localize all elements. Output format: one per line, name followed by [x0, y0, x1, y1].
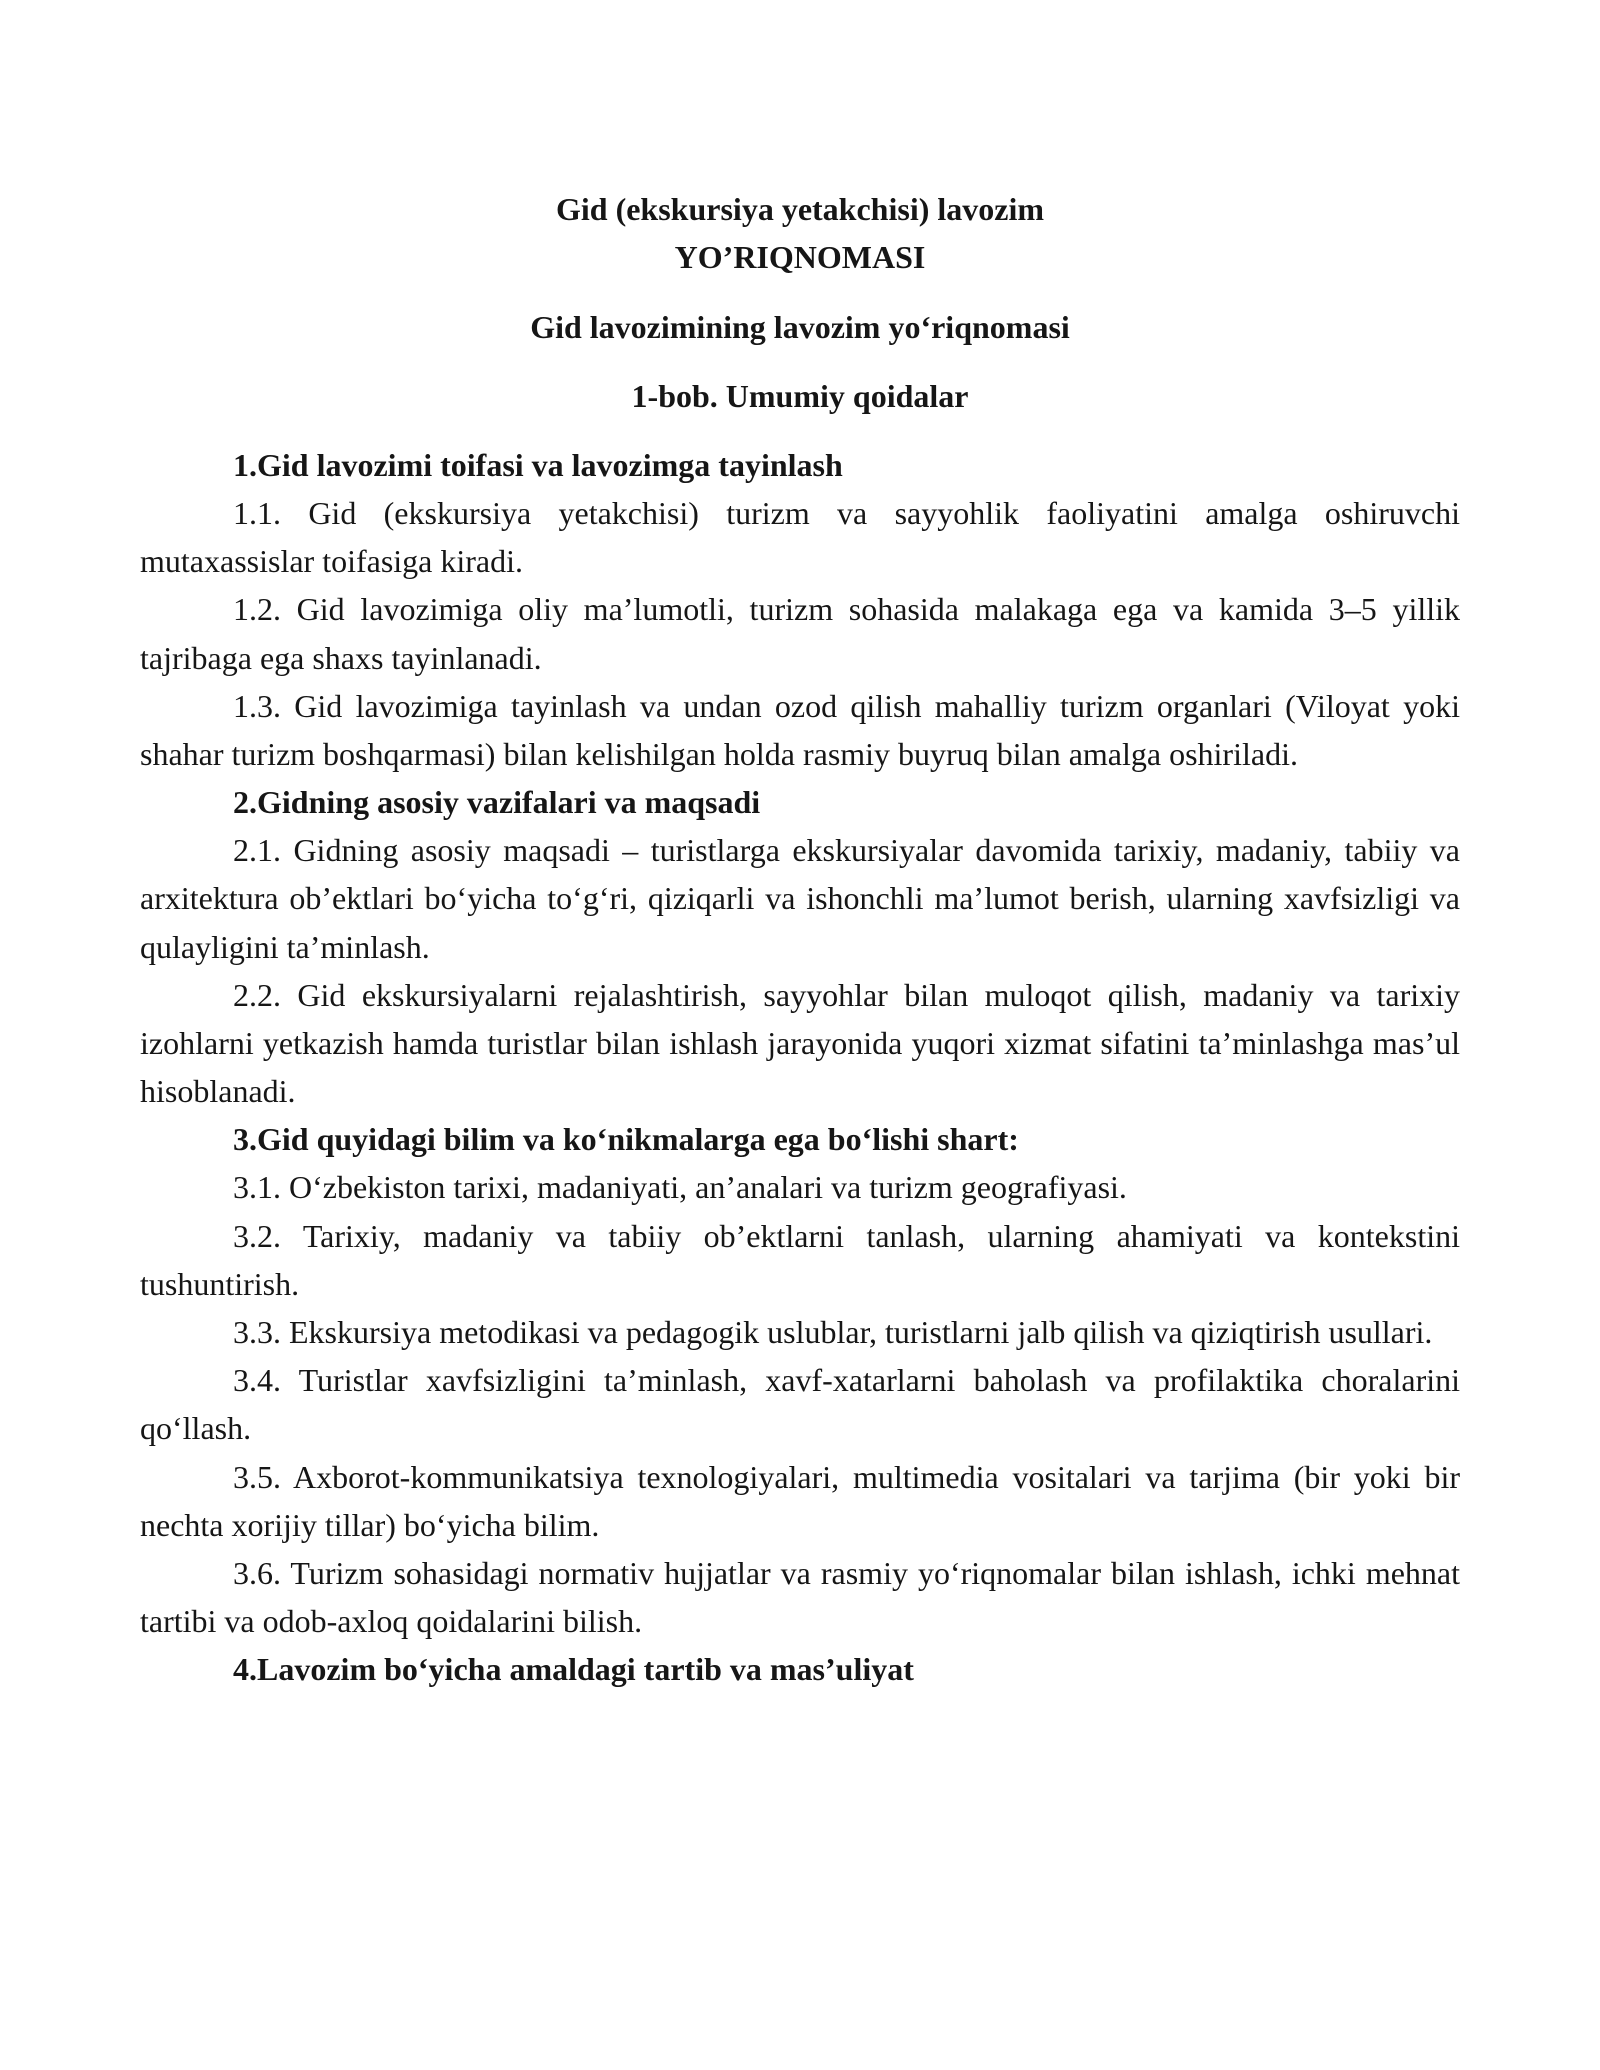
- section-heading-2: 2.Gidning asosiy vazifalari va maqsadi: [233, 784, 761, 821]
- paragraph-1-3: 1.3. Gid lavozimiga tayinlash va undan ozod qilish mahalliy turizm organlari (Viloyat yoki shahar turizm boshqarmasi) bilan kelishilgan holda rasmiy buyruq bilan amalga oshiriladi.: [140, 687, 1460, 773]
- paragraph-3-2: 3.2. Tarixiy, madaniy va tabiiy ob’ektlarni tanlash, ularning ahamiyati va kontekstini tushuntirish.: [140, 1217, 1460, 1302]
- paragraph-3-6: 3.6. Turizm sohasidagi normativ hujjatlar va rasmiy yo‘riqnomalar bilan ishlash, ichki mehnat tartibi va odob-axloq qoidalarini bilish.: [140, 1555, 1460, 1640]
- paragraph-3-5: 3.5. Axborot-kommunikatsiya texnologiyalari, multimedia vositalari va tarjima (bir yoki bir nechta xorijiy tillar) bo‘yicha bilim.: [140, 1458, 1460, 1543]
- paragraph-1-2: 1.2. Gid lavozimiga oliy ma’lumotli, turizm sohasida malakaga ega va kamida 3–5 yillik tajribaga ega shaxs tayinlanadi.: [140, 591, 1460, 676]
- paragraph-3-4: 3.4. Turistlar xavfsizligini ta’minlash, xavf-xatarlarni baholash va profilaktika choralarini qo‘llash.: [140, 1362, 1460, 1447]
- document-subtitle: Gid lavozimining lavozim yo‘riqnomasi: [530, 309, 1070, 345]
- section-heading-4: 4.Lavozim bo‘yicha amaldagi tartib va mas’uliyat: [233, 1651, 914, 1688]
- section-heading-3: 3.Gid quyidagi bilim va ko‘nikmalarga ega bo‘lishi shart:: [233, 1121, 1019, 1158]
- title-line-1: Gid (ekskursiya yetakchisi) lavozim: [555, 191, 1044, 227]
- chapter-heading: 1-bob. Umumiy qoidalar: [631, 378, 969, 414]
- paragraph-3-1: 3.1. O‘zbekiston tarixi, madaniyati, an’analari va turizm geografiyasi.: [233, 1169, 1127, 1206]
- paragraph-2-2: 2.2. Gid ekskursiyalarni rejalashtirish, sayyohlar bilan muloqot qilish, madaniy va tarixiy izohlarni yetkazish hamda turistlar bilan ishlash jarayonida yuqori xizmat sifatini ta’minlashga mas’ul hisoblanadi.: [140, 976, 1460, 1110]
- title-line-2: YO’RIQNOMASI: [674, 239, 926, 275]
- paragraph-1-1: 1.1. Gid (ekskursiya yetakchisi) turizm va sayyohlik faoliyatini amalga oshiruvchi mutaxassislar toifasiga kiradi.: [140, 495, 1460, 580]
- paragraph-3-3: 3.3. Ekskursiya metodikasi va pedagogik uslublar, turistlarni jalb qilish va qiziqtirish usullari.: [233, 1314, 1433, 1351]
- document-title: [140, 185, 1460, 281]
- paragraph-2-1: 2.1. Gidning asosiy maqsadi – turistlarga ekskursiyalar davomida tarixiy, madaniy, tabiiy va arxitektura ob’ektlari bo‘yicha to‘g‘ri, qiziqarli va ishonchli ma’lumot berish, ularning xavfsizligi va qulayligini ta’minlash.: [140, 832, 1460, 965]
- section-heading-1: 1.Gid lavozimi toifasi va lavozimga tayinlash: [233, 447, 843, 483]
